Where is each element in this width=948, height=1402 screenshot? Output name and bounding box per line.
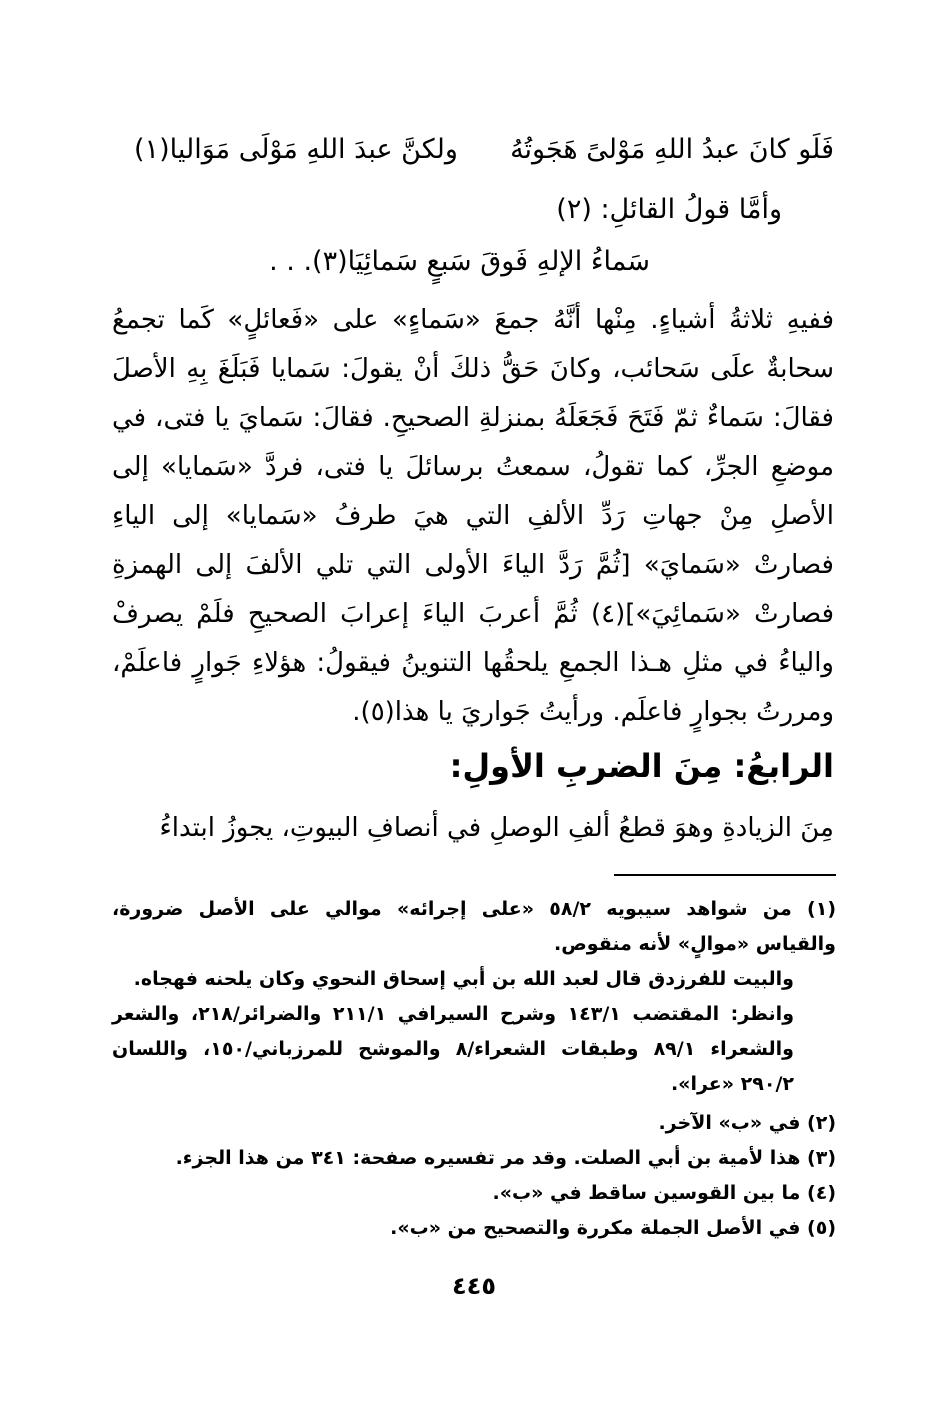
quoted-hemistich: سَماءُ الإلهِ فَوقَ سَبعٍ سَمائِيَا(٣). . . — [269, 246, 650, 277]
footnote-5: (٥) في الأصل الجملة مكررة والتصحيح من «ب». — [390, 1217, 836, 1239]
page-number: ٤٤٥ — [452, 1272, 496, 1300]
verse-first-hemistich: فَلَو كانَ عبدُ اللهِ مَوْلىً هَجَوتُهُ — [510, 134, 834, 165]
footnote-divider — [614, 874, 836, 876]
body-paragraph — [112, 296, 834, 737]
body-paragraph-text: ففيهِ ثلاثةُ أشياءٍ. مِنْها أنَّهُ جمعَ «سَماءٍ» على «فَعائلٍ» كَما تجمعُ سحابةٌ علَى سَحائب، وكانَ حَقُّ ذلكَ أنْ يقولَ: سَمايا فَبَلَغَ بِهِ الأصلَ فقالَ: سَماءٌ ثمّ فَتَحَ فَجَعَلَهُ بمنزلةِ الصحيحِ. فقالَ: سَمايَ يا فتى، في موضعِ الجرِّ، كما تقولُ، سمعتُ برسائلَ يا فتى، فردَّ «سَمايا» إلى الأصلِ مِنْ جهاتِ رَدِّ الألفِ التي هيَ طرفُ «سَمايا» إلى الياءِ فصارتْ «سَمايَ» [ثُمَّ رَدَّ الياءَ الأولى التي تلي الألفَ إلى الهمزةِ فصارتْ «سَمائِيَ»](٤) ثُمَّ أعربَ الياءَ إعرابَ الصحيحِ فلَمْ يصرفْ والياءُ في مثلِ هـذا الجمعِ يلحقُها التنوينُ فيقولُ: هؤلاءِ جَوارٍ فاعلَمْ، ومررتُ بجوارٍ فاعلَم. ورأيتُ جَواريَ يا هذا(٥). — [112, 305, 834, 727]
poetry-verse — [134, 128, 834, 172]
verse-second-hemistich: ولكنَّ عبدَ اللهِ مَوْلَى مَوَاليا(١) — [134, 134, 458, 165]
footnotes — [112, 892, 836, 1246]
footnote-4: (٤) ما بين القوسين ساقط في «ب». — [492, 1182, 836, 1204]
section-heading: الرابعُ: مِنَ الضربِ الأولِ: — [449, 747, 834, 785]
footnote-3: (٣) هذا لأمية بن أبي الصلت. وقد مر تفسيره صفحة: ٣٤١ من هذا الجزء. — [175, 1147, 836, 1169]
footnote-1-a: (١) من شواهد سيبويه ٥٨/٢ «على إجرائه» موالي على الأصل ضرورة، والقياس «موالٍ» لأنه منقوص. — [112, 898, 837, 955]
intro-line: وأمَّا قولُ القائلِ: (٢) — [556, 194, 782, 225]
footnote-2: (٢) في «ب» الآخر. — [658, 1112, 836, 1134]
footnote-1-c: وانظر: المقتضب ١٤٣/١ وشرح السيرافي ٢١١/١ والضرائر/٢١٨، والشعر والشعراء ٨٩/١ وطبقات الشعراء/٨ والموشح للمرزباني/١٥٠، واللسان ٢٩٠/٢ «عرا». — [112, 1003, 795, 1095]
continuation-line: مِنَ الزيادةِ وهوَ قطعُ ألفِ الوصلِ في أنصافِ البيوتِ، يجوزُ ابتداءُ — [159, 813, 834, 843]
footnote-1-b: والبيت للفرزدق قال لعبد الله بن أبي إسحاق النحوي وكان يلحنه فهجاه. — [133, 968, 794, 990]
